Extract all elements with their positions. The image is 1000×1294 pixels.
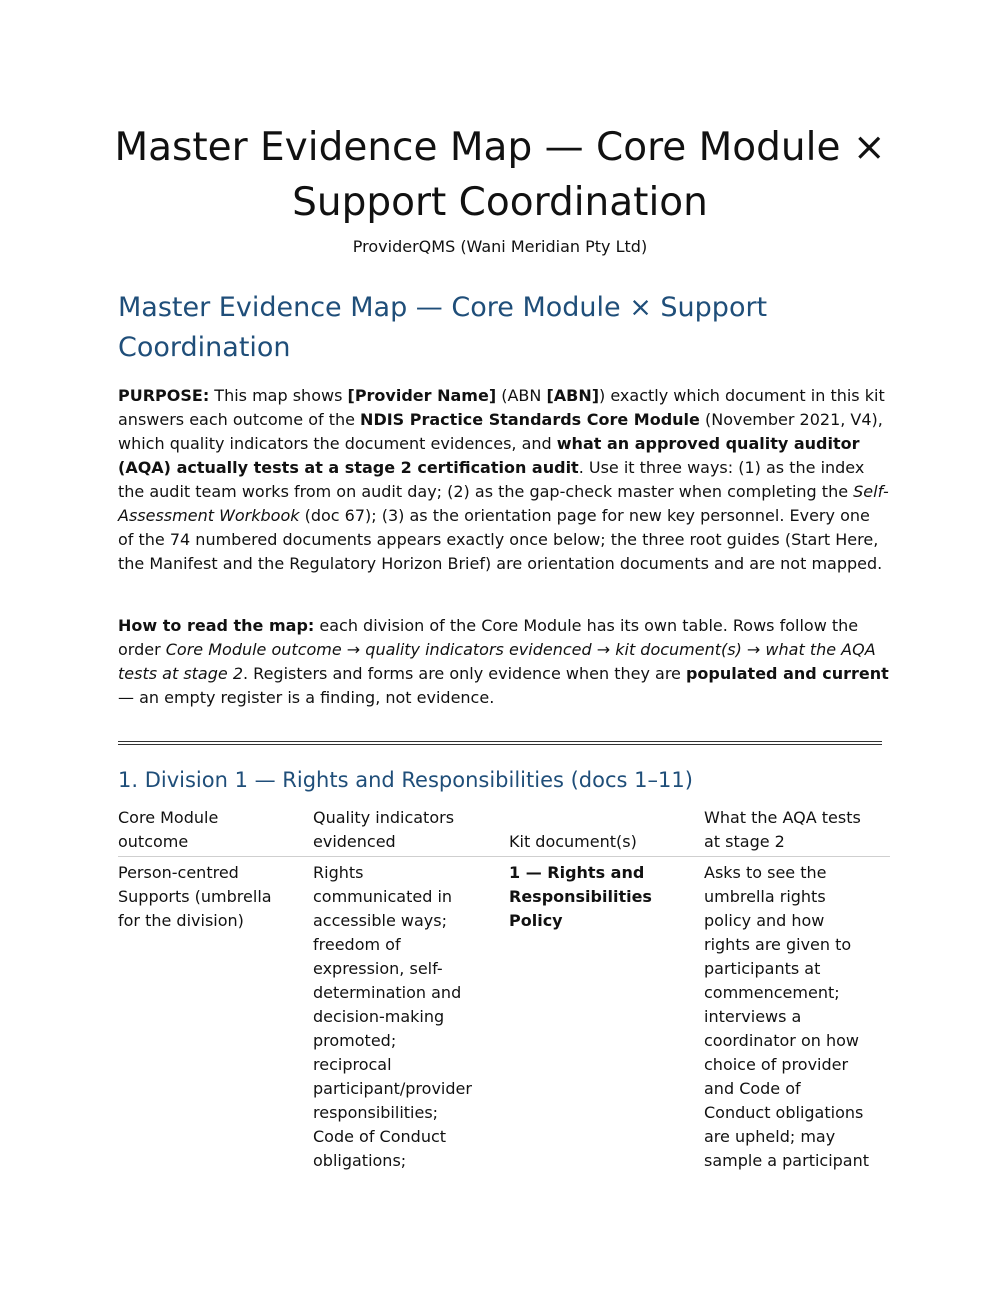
cell-outcome xyxy=(118,861,298,933)
cell-line: 1 — Rights and xyxy=(509,863,645,882)
document-subtitle: ProviderQMS (Wani Meridian Pty Ltd) xyxy=(352,237,648,256)
cell-line: umbrella rights xyxy=(704,887,826,906)
header-text: Core Module xyxy=(118,808,219,827)
division-1-heading: 1. Division 1 — Rights and Responsibilities (docs 1–11) xyxy=(118,768,693,792)
aqa-emphasis: what an approved quality auditor (AQA) actually tests at a stage 2 certification audit xyxy=(118,434,860,477)
cell-line: interviews a xyxy=(704,1007,802,1026)
cell-line: communicated in xyxy=(313,887,453,906)
cell-line: Code of Conduct xyxy=(313,1127,447,1146)
cell-line: and Code of xyxy=(704,1079,801,1098)
populated-emphasis: populated and current xyxy=(685,664,889,683)
cell-line: rights are given to xyxy=(704,935,852,954)
header-kit-documents xyxy=(509,830,687,854)
cell-line: Supports (umbrella xyxy=(118,887,272,906)
header-aqa-tests xyxy=(704,806,890,854)
abn-placeholder: [ABN] xyxy=(546,386,600,405)
standard-name: NDIS Practice Standards Core Module xyxy=(360,410,700,429)
cell-line: for the division) xyxy=(118,911,244,930)
cell-aqa-tests xyxy=(704,861,890,1173)
table-row xyxy=(118,857,890,1187)
cell-line: Responsibilities xyxy=(509,887,652,906)
cell-line: promoted; xyxy=(313,1031,397,1050)
cell-line: policy and how xyxy=(704,911,825,930)
cell-line: freedom of xyxy=(313,935,401,954)
cell-line: accessible ways; xyxy=(313,911,447,930)
cell-line: sample a participant xyxy=(704,1151,870,1170)
cell-line: Person-centred xyxy=(118,863,239,882)
cell-line: choice of provider xyxy=(704,1055,849,1074)
purpose-paragraph xyxy=(118,384,890,576)
purpose-label: PURPOSE: xyxy=(118,386,210,405)
workbook-title: Self-Assessment Workbook xyxy=(118,482,889,525)
cell-line: are upheld; may xyxy=(704,1127,836,1146)
cell-line: obligations; xyxy=(313,1151,407,1170)
how-to-read-text-2: . Registers and forms are only evidence when they are xyxy=(243,664,686,683)
purpose-text-3: ) exactly which document in this kit answers each outcome of the xyxy=(118,386,885,429)
cell-line: Conduct obligations xyxy=(704,1103,864,1122)
purpose-text-4: (November 2021, V4), which quality indicators the document evidences, and xyxy=(118,410,883,453)
document-title-line-2: Support Coordination xyxy=(292,180,708,225)
cell-line: Rights xyxy=(313,863,364,882)
section-divider xyxy=(118,741,882,745)
header-core-module-outcome xyxy=(118,806,298,854)
header-quality-indicators xyxy=(313,806,491,854)
purpose-text-2: (ABN xyxy=(496,386,547,405)
cell-line: expression, self- xyxy=(313,959,443,978)
cell-line: commencement; xyxy=(704,983,840,1002)
cell-line: coordinator on how xyxy=(704,1031,859,1050)
how-to-read-paragraph xyxy=(118,614,890,710)
map-order: Core Module outcome → quality indicators evidenced → kit document(s) → what the AQA tests at stage 2 xyxy=(118,640,876,683)
cell-line: determination and xyxy=(313,983,462,1002)
header-text: outcome xyxy=(118,832,189,851)
how-to-read-text-1: each division of the Core Module has its own table. Rows follow the order xyxy=(118,616,859,659)
how-to-read-label: How to read the map: xyxy=(118,616,315,635)
cell-line: reciprocal xyxy=(313,1055,392,1074)
table-header-row xyxy=(118,806,890,857)
header-text: evidenced xyxy=(313,832,396,851)
cell-line: participant/provider xyxy=(313,1079,472,1098)
cell-line: Asks to see the xyxy=(704,863,827,882)
document-title xyxy=(0,120,1000,230)
cell-documents xyxy=(509,861,687,933)
cell-line: decision-making xyxy=(313,1007,445,1026)
cell-indicators xyxy=(313,861,491,1173)
how-to-read-text-3: — an empty register is a finding, not evidence. xyxy=(118,688,495,707)
section-heading-main-line-2: Coordination xyxy=(118,332,291,363)
section-heading-main xyxy=(118,288,818,368)
cell-line: Policy xyxy=(509,911,563,930)
header-text: Kit document(s) xyxy=(509,832,637,851)
purpose-text-1: This map shows xyxy=(209,386,348,405)
division-1-table xyxy=(118,806,890,1187)
cell-line: responsibilities; xyxy=(313,1103,439,1122)
cell-line: participants at xyxy=(704,959,821,978)
purpose-text-6: (doc 67); (3) as the orientation page for new key personnel. Every one of the 74 numbered documents appears exactly once below; the three root guides (Start Here, the Manifest and the Regulatory Horizon Brief) are orientation documents and are not mapped. xyxy=(118,506,883,573)
purpose-text-5: . Use it three ways: (1) as the index the audit team works from on audit day; (2) as the gap-check master when completing the xyxy=(118,458,865,501)
header-text: What the AQA tests xyxy=(704,808,861,827)
header-text: Quality indicators xyxy=(313,808,455,827)
header-text: at stage 2 xyxy=(704,832,785,851)
provider-name-placeholder: [Provider Name] xyxy=(347,386,497,405)
document-title-line-1: Master Evidence Map — Core Module × xyxy=(114,125,886,170)
section-heading-main-line-1: Master Evidence Map — Core Module × Support xyxy=(118,292,768,323)
